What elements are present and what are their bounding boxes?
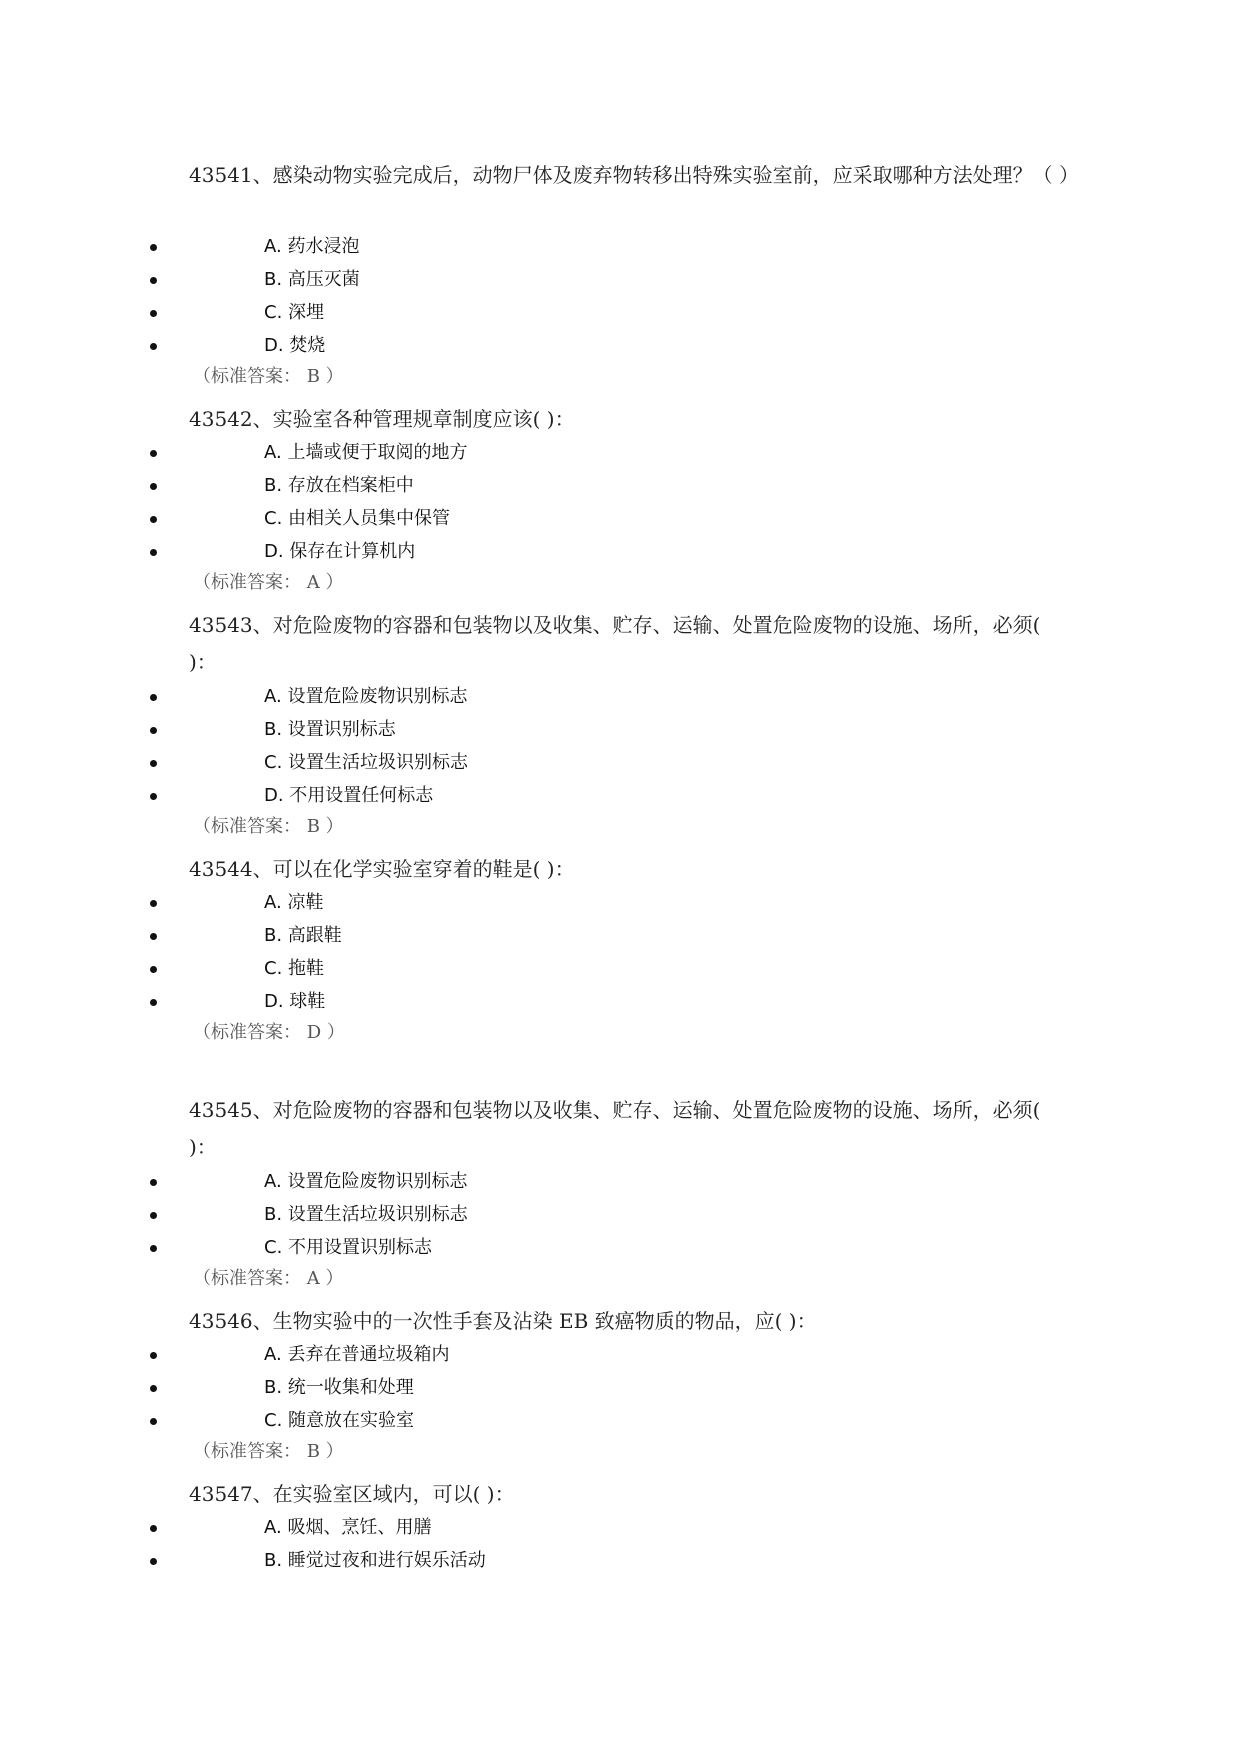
bullet-icon bbox=[150, 1245, 157, 1252]
bullet-icon bbox=[150, 1558, 157, 1565]
option-item bbox=[0, 886, 1241, 920]
bullet-icon bbox=[150, 966, 157, 973]
option-item bbox=[0, 263, 1241, 297]
standard-answer: （标准答案： A ） bbox=[193, 572, 344, 593]
option-text: D. 保存在计算机内 bbox=[264, 541, 416, 562]
option-text: A. 药水浸泡 bbox=[264, 236, 360, 257]
bullet-icon bbox=[150, 343, 157, 350]
option-item bbox=[0, 1371, 1241, 1405]
question-stem: 43545、对危险废物的容器和包装物以及收集、贮存、运输、处置危险废物的设施、场所，必须( )： bbox=[189, 1098, 1041, 1159]
bullet-icon bbox=[150, 1212, 157, 1219]
question-stem: 43546、生物实验中的一次性手套及沾染 EB 致癌物质的物品，应( )： bbox=[189, 1309, 817, 1333]
option-item bbox=[0, 502, 1241, 536]
option-text: C. 不用设置识别标志 bbox=[264, 1237, 433, 1258]
question-stem: 43543、对危险废物的容器和包装物以及收集、贮存、运输、处置危险废物的设施、场所，必须( )： bbox=[189, 613, 1041, 674]
option-text: A. 丢弃在普通垃圾箱内 bbox=[264, 1344, 450, 1365]
option-item bbox=[0, 1338, 1241, 1372]
option-item bbox=[0, 535, 1241, 569]
bullet-icon bbox=[150, 277, 157, 284]
option-text: B. 设置识别标志 bbox=[264, 719, 396, 740]
bullet-icon bbox=[150, 244, 157, 251]
option-item bbox=[0, 713, 1241, 747]
question-stem: 43541、感染动物实验完成后，动物尸体及废弃物转移出特殊实验室前，应采取哪种方法处理？（ ） bbox=[189, 163, 1079, 187]
option-text: C. 深埋 bbox=[264, 302, 325, 323]
bullet-icon bbox=[150, 727, 157, 734]
option-text: A. 上墙或便于取阅的地方 bbox=[264, 442, 468, 463]
question-stem: 43547、在实验室区域内，可以( )： bbox=[189, 1482, 515, 1506]
option-text: B. 高跟鞋 bbox=[264, 925, 342, 946]
option-item bbox=[0, 746, 1241, 780]
bullet-icon bbox=[150, 450, 157, 457]
option-text: A. 凉鞋 bbox=[264, 892, 324, 913]
option-text: D. 球鞋 bbox=[264, 991, 326, 1012]
bullet-icon bbox=[150, 549, 157, 556]
option-item bbox=[0, 1165, 1241, 1199]
standard-answer: （标准答案： B ） bbox=[193, 366, 344, 387]
option-item bbox=[0, 469, 1241, 503]
bullet-icon bbox=[150, 1525, 157, 1532]
option-text: A. 设置危险废物识别标志 bbox=[264, 686, 468, 707]
option-text: D. 不用设置任何标志 bbox=[264, 785, 434, 806]
bullet-icon bbox=[150, 760, 157, 767]
option-text: A. 设置危险废物识别标志 bbox=[264, 1171, 468, 1192]
option-item bbox=[0, 1511, 1241, 1545]
standard-answer: （标准答案： D ） bbox=[193, 1022, 345, 1043]
option-item bbox=[0, 1404, 1241, 1438]
option-text: C. 设置生活垃圾识别标志 bbox=[264, 752, 469, 773]
option-text: B. 存放在档案柜中 bbox=[264, 475, 414, 496]
option-text: D. 焚烧 bbox=[264, 335, 326, 356]
option-text: C. 拖鞋 bbox=[264, 958, 325, 979]
bullet-icon bbox=[150, 900, 157, 907]
bullet-icon bbox=[150, 1179, 157, 1186]
option-text: B. 统一收集和处理 bbox=[264, 1377, 414, 1398]
option-item bbox=[0, 779, 1241, 813]
option-item bbox=[0, 1544, 1241, 1578]
bullet-icon bbox=[150, 793, 157, 800]
option-item bbox=[0, 329, 1241, 363]
option-text: B. 高压灭菌 bbox=[264, 269, 360, 290]
standard-answer: （标准答案： A ） bbox=[193, 1268, 344, 1289]
bullet-icon bbox=[150, 310, 157, 317]
option-item bbox=[0, 985, 1241, 1019]
bullet-icon bbox=[150, 516, 157, 523]
option-text: B. 设置生活垃圾识别标志 bbox=[264, 1204, 468, 1225]
option-text: B. 睡觉过夜和进行娱乐活动 bbox=[264, 1550, 486, 1571]
bullet-icon bbox=[150, 1418, 157, 1425]
option-item bbox=[0, 919, 1241, 953]
option-item bbox=[0, 436, 1241, 470]
bullet-icon bbox=[150, 999, 157, 1006]
bullet-icon bbox=[150, 483, 157, 490]
standard-answer: （标准答案： B ） bbox=[193, 816, 344, 837]
option-item bbox=[0, 1198, 1241, 1232]
bullet-icon bbox=[150, 933, 157, 940]
option-text: C. 由相关人员集中保管 bbox=[264, 508, 451, 529]
option-item bbox=[0, 230, 1241, 264]
option-item bbox=[0, 952, 1241, 986]
standard-answer: （标准答案： B ） bbox=[193, 1441, 344, 1462]
bullet-icon bbox=[150, 1385, 157, 1392]
option-text: A. 吸烟、烹饪、用膳 bbox=[264, 1517, 432, 1538]
option-item bbox=[0, 680, 1241, 714]
question-stem: 43542、实验室各种管理规章制度应该( )： bbox=[189, 407, 575, 431]
option-text: C. 随意放在实验室 bbox=[264, 1410, 415, 1431]
bullet-icon bbox=[150, 1352, 157, 1359]
bullet-icon bbox=[150, 694, 157, 701]
option-item bbox=[0, 296, 1241, 330]
question-stem: 43544、可以在化学实验室穿着的鞋是( )： bbox=[189, 857, 575, 881]
option-item bbox=[0, 1231, 1241, 1265]
